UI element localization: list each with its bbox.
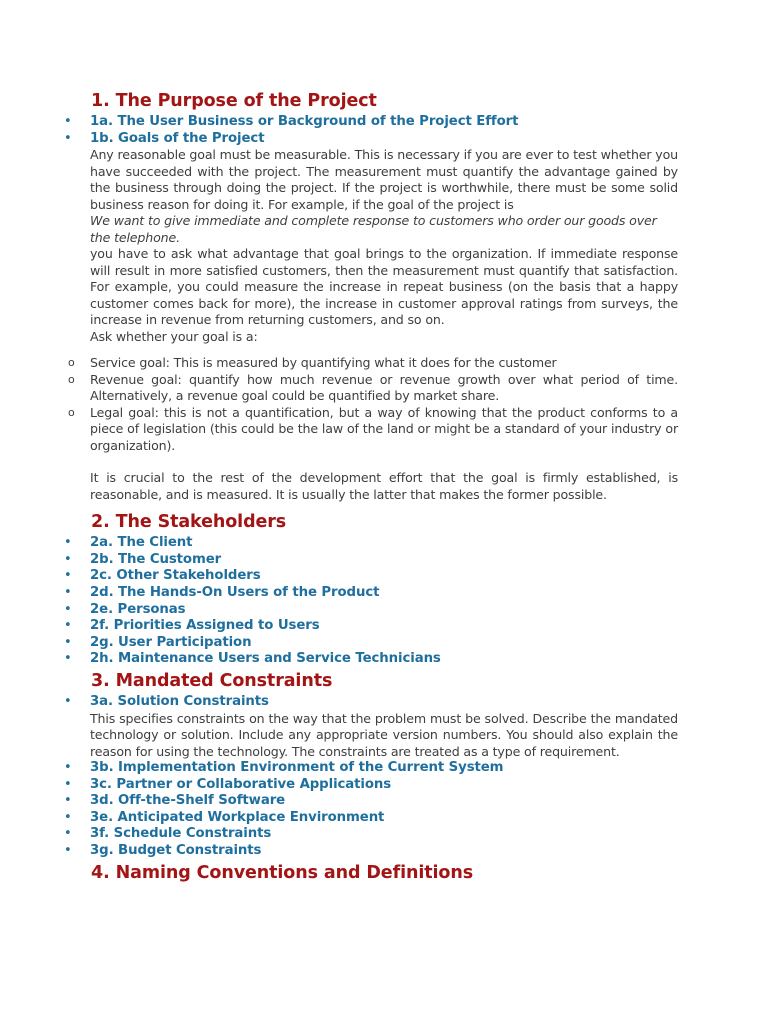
bullet-icon: • — [64, 568, 72, 584]
section-heading-purpose: 1. The Purpose of the Project — [91, 91, 377, 111]
link-1a[interactable]: • 1a. The User Business or Background of the Project Effort — [64, 114, 519, 129]
bullet-icon: • — [64, 651, 72, 667]
circle-bullet-icon: o — [68, 405, 75, 419]
bullet-icon: • — [64, 130, 72, 146]
link-2b[interactable]: • 2b. The Customer — [64, 551, 222, 567]
bullet-icon: • — [64, 551, 72, 567]
bullet-icon: • — [64, 760, 72, 776]
link-2e[interactable]: • 2e. Personas — [64, 601, 186, 617]
link-3e[interactable]: • 3e. Anticipated Workplace Environment — [64, 809, 385, 825]
paragraph-goal-measurable: Any reasonable goal must be measurable. This is necessary if you are ever to test whether you have succeeded with the project. The measurement must quantify the advantage gained by the business through doing the project. If the project is worthwhile, there must be some solid business reason for doing it. For example, if the goal of the project is — [90, 147, 678, 212]
bullet-icon: • — [64, 634, 72, 650]
paragraph-goal-ask: Ask whether your goal is a: — [90, 328, 258, 344]
bullet-icon: • — [64, 776, 72, 792]
link-2f[interactable]: • 2f. Priorities Assigned to Users — [64, 618, 320, 634]
bullet-icon: • — [64, 693, 72, 709]
paragraph-goal-advantage: you have to ask what advantage that goal brings to the organization. If immediate response will result in more satisfied customers, then the measurement must quantify that satisfaction. For example, you could measure the increase in repeat business (on the basis that a happy customer comes back for more), the increase in customer approval ratings from surveys, the increase in revenue from returning customers, and so on. — [90, 246, 678, 328]
list-item-legal-goal: o Legal goal: this is not a quantification, but a way of knowing that the product conforms to a piece of legislation (this could be the law of the land or might be a standard of your industry or organization). — [68, 404, 678, 453]
document-content — [64, 88, 678, 886]
link-3f[interactable]: • 3f. Schedule Constraints — [64, 826, 272, 842]
document-page — [0, 88, 768, 886]
goal-types-list — [68, 355, 678, 454]
section-1-list — [64, 114, 678, 147]
link-3d[interactable]: • 3d. Off-the-Shelf Software — [64, 793, 286, 809]
bullet-icon: • — [64, 843, 72, 858]
bullet-icon: • — [64, 601, 72, 617]
paragraph-solution-constraints: This specifies constraints on the way that the problem must be solved. Describe the mandated technology or solution. Include any appropriate version numbers. You should also explain the reason for using the technology. The constraints are treated as a type of requirement. — [90, 710, 678, 759]
section-3-list-first — [64, 693, 678, 711]
bullet-icon: • — [64, 793, 72, 809]
bullet-icon: • — [64, 114, 72, 129]
section-heading-mandated-constraints: 3. Mandated Constraints — [91, 670, 333, 691]
link-2g[interactable]: • 2g. User Participation — [64, 634, 252, 650]
list-item-service-goal: o Service goal: This is measured by quantifying what it does for the customer — [68, 355, 557, 371]
link-3c[interactable]: • 3c. Partner or Collaborative Applications — [64, 776, 392, 792]
paragraph-goal-crucial: It is crucial to the rest of the development effort that the goal is firmly established, is reasonable, and is measured. It is usually the latter that makes the former possible. — [90, 470, 678, 502]
link-3b[interactable]: • 3b. Implementation Environment of the Current System — [64, 760, 504, 776]
circle-bullet-icon: o — [68, 372, 75, 386]
link-3g[interactable]: • 3g. Budget Constraints — [64, 843, 262, 858]
bullet-icon: • — [64, 618, 72, 634]
circle-bullet-icon: o — [68, 356, 75, 370]
paragraph-goal-example: We want to give immediate and complete response to customers who order our goods over the telephone. — [90, 213, 657, 245]
link-2c[interactable]: • 2c. Other Stakeholders — [64, 568, 261, 584]
section-3-list — [64, 760, 678, 860]
bullet-icon: • — [64, 584, 72, 600]
link-1b[interactable]: • 1b. Goals of the Project — [64, 130, 265, 146]
bullet-icon: • — [64, 826, 72, 842]
section-heading-naming-conventions: 4. Naming Conventions and Definitions — [91, 862, 474, 883]
link-2d[interactable]: • 2d. The Hands-On Users of the Product — [64, 584, 380, 600]
link-3a[interactable]: • 3a. Solution Constraints — [64, 693, 269, 709]
link-2h[interactable]: • 2h. Maintenance Users and Service Technicians — [64, 651, 441, 667]
list-item-revenue-goal: o Revenue goal: quantify how much revenue or revenue growth over what period of time. Alternatively, a revenue goal could be quantified by market share. — [68, 371, 678, 404]
section-heading-stakeholders: 2. The Stakeholders — [91, 512, 287, 533]
bullet-icon: • — [64, 535, 72, 551]
section-2-list — [64, 535, 678, 668]
link-2a[interactable]: • 2a. The Client — [64, 535, 193, 551]
bullet-icon: • — [64, 809, 72, 825]
